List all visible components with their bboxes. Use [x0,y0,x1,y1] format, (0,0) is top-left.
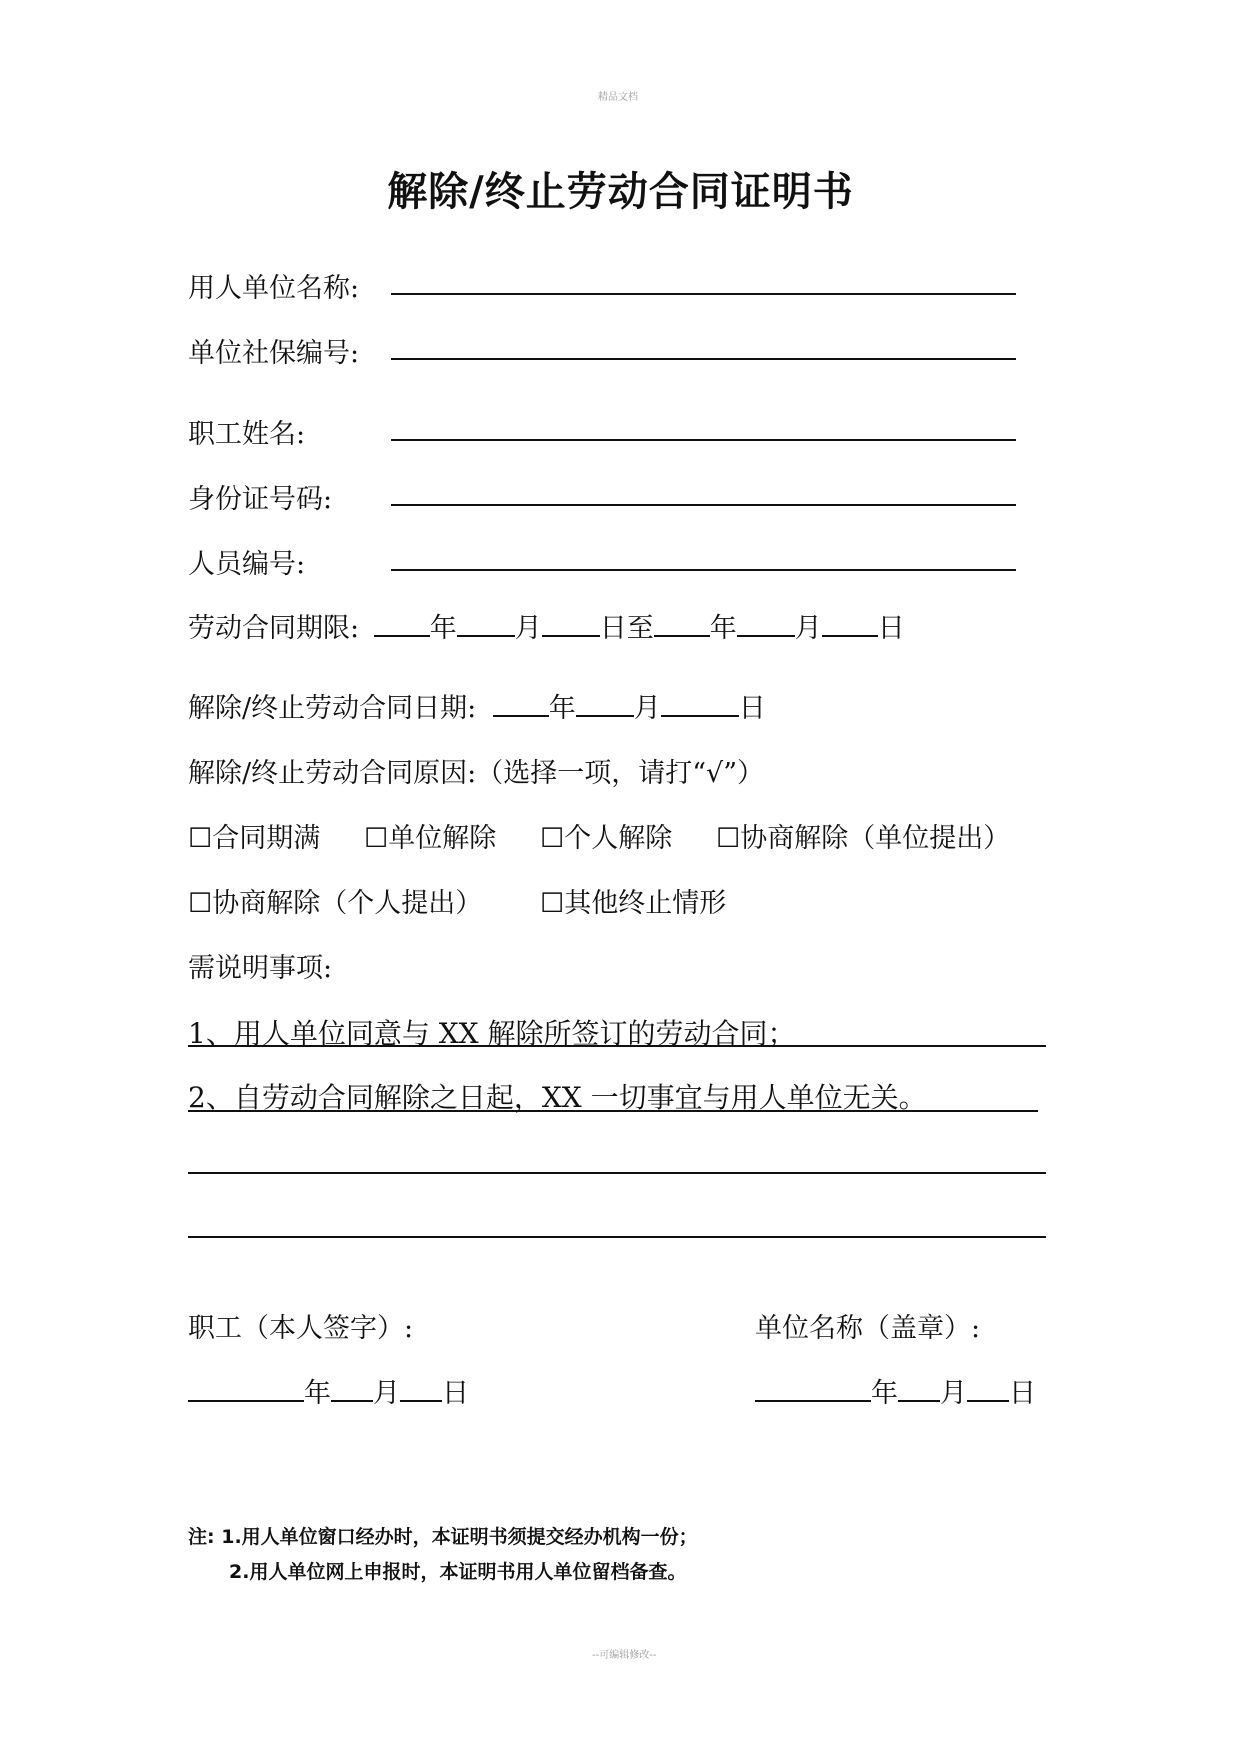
month-word: 月 [514,613,542,644]
termination-year-blank[interactable] [493,689,549,717]
year-word: 年 [304,1378,331,1409]
footnote-line-2: 2.用人单位网上申报时，本证明书用人单位留档备查。 [229,1561,687,1583]
reason-label: 解除/终止劳动合同原因:（选择一项，请打“√”） [188,758,765,789]
month-word: 月 [373,1378,400,1409]
end-year-blank[interactable] [654,609,710,637]
day-word: 日 [442,1378,469,1409]
id-number-field[interactable] [391,504,1016,506]
note-blank-line-3[interactable] [188,1172,1046,1174]
document-title: 解除/终止劳动合同证明书 [387,168,854,215]
staff-no-label: 人员编号: [188,549,306,580]
employer-name-field[interactable] [391,293,1016,295]
year-word: 年 [429,613,457,644]
note-line-2-underline [188,1110,1038,1112]
employee-name-label: 职工姓名: [188,419,306,450]
end-day-blank[interactable] [822,609,878,637]
checkbox[interactable]: ☐ [188,823,213,854]
checkbox[interactable]: ☐ [188,888,213,919]
employer-month-blank[interactable] [898,1374,940,1402]
page-footer: --可编辑修改-- [592,1650,657,1661]
employee-name-field[interactable] [391,439,1016,441]
employee-day-blank[interactable] [400,1374,442,1402]
staff-no-field[interactable] [391,569,1016,571]
reason-option-personal-termination[interactable]: ☐个人解除 [540,823,673,854]
year-word: 年 [709,613,737,644]
reason-option-contract-expired[interactable]: ☐合同期满 [188,823,321,854]
employer-name-label: 用人单位名称: [188,273,360,304]
termination-day-blank[interactable] [661,689,739,717]
note-blank-line-4[interactable] [188,1236,1046,1238]
note-line-1: 1、用人单位同意与 XX 解除所签订的劳动合同； [188,1017,796,1050]
reason-option-employer-termination[interactable]: ☐单位解除 [364,823,497,854]
day-to-word: 日至 [599,613,654,644]
termination-date-row [188,686,766,725]
month-word: 月 [794,613,822,644]
note-line-1-underline [188,1045,1046,1047]
start-day-blank[interactable] [542,609,600,637]
contract-period-row [188,606,905,645]
year-word: 年 [871,1378,898,1409]
reason-option-negotiated-employer[interactable]: ☐协商解除（单位提出） [716,823,1011,854]
footnote-prefix: 注: [188,1526,215,1548]
id-number-label: 身份证号码: [188,484,333,515]
employer-year-blank[interactable] [755,1374,871,1402]
checkbox[interactable]: ☐ [540,823,565,854]
day-word: 日 [738,693,766,724]
termination-date-label: 解除/终止劳动合同日期: [188,693,477,724]
employee-sign-date [188,1371,469,1410]
page-header: 精品文档 [598,92,638,103]
notes-label: 需说明事项: [188,953,333,984]
social-security-label: 单位社保编号: [188,338,360,369]
footnote-line-1: 注: 1.用人单位窗口经办时，本证明书须提交经办机构一份； [188,1526,698,1548]
start-month-blank[interactable] [457,609,515,637]
day-word: 日 [1009,1378,1036,1409]
month-word: 月 [940,1378,967,1409]
month-word: 月 [633,693,661,724]
note-line-2: 2、自劳动合同解除之日起，XX 一切事宜与用人单位无关。 [188,1081,927,1114]
checkbox[interactable]: ☐ [364,823,389,854]
employer-seal-label: 单位名称（盖章）: [755,1313,981,1344]
reason-option-negotiated-personal[interactable]: ☐协商解除（个人提出） [188,888,483,919]
employee-signature-label: 职工（本人签字）: [188,1313,414,1344]
contract-period-label: 劳动合同期限: [188,613,360,644]
reason-option-other[interactable]: ☐其他终止情形 [540,888,727,919]
day-word: 日 [877,613,905,644]
social-security-field[interactable] [391,358,1016,360]
checkbox[interactable]: ☐ [716,823,741,854]
employee-year-blank[interactable] [188,1374,304,1402]
employer-day-blank[interactable] [967,1374,1009,1402]
year-word: 年 [548,693,576,724]
employer-sign-date [755,1371,1036,1410]
termination-month-blank[interactable] [576,689,634,717]
start-year-blank[interactable] [374,609,430,637]
employee-month-blank[interactable] [331,1374,373,1402]
end-month-blank[interactable] [737,609,795,637]
checkbox[interactable]: ☐ [540,888,565,919]
